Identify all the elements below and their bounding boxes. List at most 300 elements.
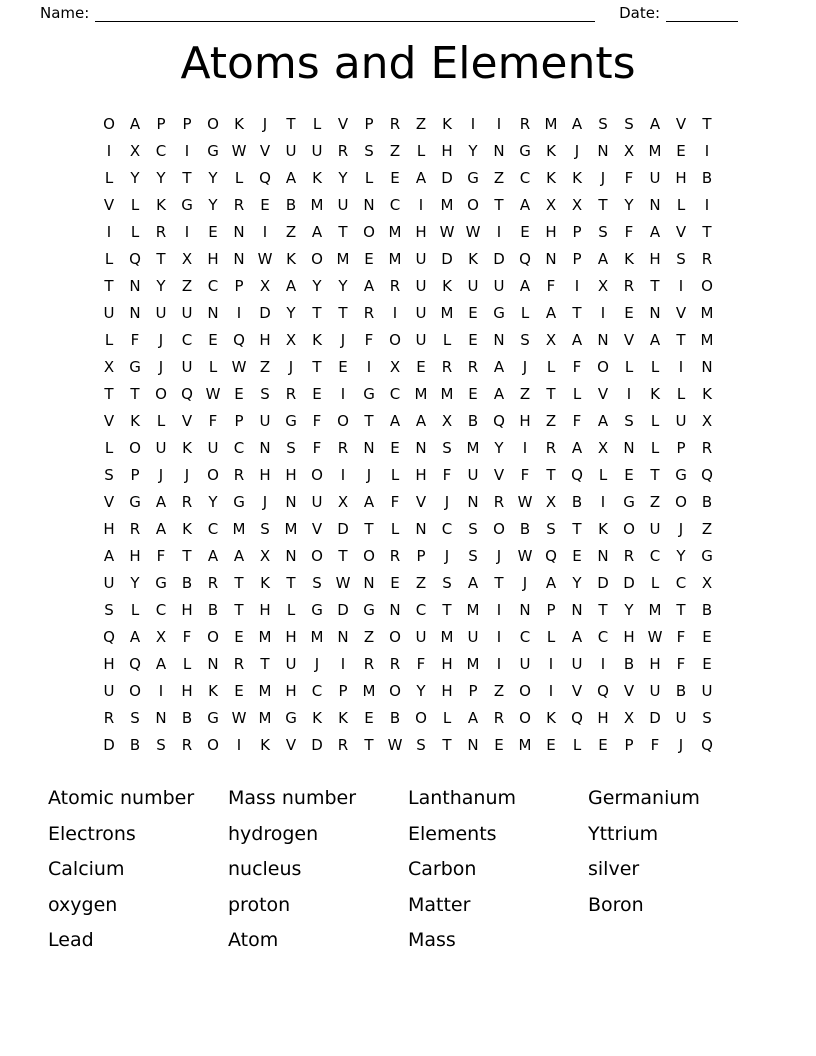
grid-letter: K (182, 439, 192, 457)
grid-letter: V (597, 385, 609, 403)
grid-letter: J (340, 331, 346, 349)
grid-letter: R (701, 250, 713, 268)
grid-letter: U (415, 277, 427, 295)
grid-letter: V (103, 412, 115, 430)
grid-letter: R (155, 223, 167, 241)
grid-letter: R (467, 358, 479, 376)
grid-letter: M (258, 628, 272, 646)
grid-row (96, 435, 720, 462)
grid-letter: J (444, 547, 450, 565)
grid-letter: R (701, 439, 713, 457)
grid-letter: V (571, 682, 583, 700)
word-list-item: Mass (408, 929, 456, 951)
grid-letter: I (184, 142, 190, 160)
grid-letter: D (441, 250, 453, 268)
grid-letter: I (678, 277, 684, 295)
grid-letter: R (129, 520, 141, 538)
grid-letter: A (285, 277, 297, 295)
grid-letter: F (546, 277, 556, 295)
grid-letter: N (519, 601, 531, 619)
grid-letter: U (415, 250, 427, 268)
grid-letter: D (597, 574, 609, 592)
grid-letter: A (155, 655, 167, 673)
grid-row (96, 300, 720, 327)
grid-letter: H (285, 682, 297, 700)
grid-letter: W (335, 574, 351, 592)
grid-letter: W (231, 358, 247, 376)
grid-letter: L (676, 385, 686, 403)
grid-letter: Z (519, 385, 531, 403)
grid-letter: X (701, 574, 713, 592)
grid-letter: S (442, 574, 452, 592)
grid-letter: I (418, 196, 424, 214)
grid-letter: Y (416, 682, 426, 700)
grid-letter: T (598, 196, 608, 214)
grid-letter: Y (286, 304, 296, 322)
grid-letter: X (597, 277, 609, 295)
grid-letter: H (103, 655, 115, 673)
grid-letter: H (259, 601, 271, 619)
grid-letter: U (649, 169, 661, 187)
grid-letter: E (468, 304, 478, 322)
grid-letter: S (598, 223, 608, 241)
grid-letter: K (156, 196, 166, 214)
grid-letter: C (207, 277, 219, 295)
grid-letter: J (184, 466, 190, 484)
grid-letter: I (262, 223, 268, 241)
grid-row (96, 354, 720, 381)
grid-letter: K (312, 331, 322, 349)
grid-letter: H (545, 223, 557, 241)
grid-letter: O (519, 709, 531, 727)
grid-letter: Q (103, 628, 115, 646)
grid-letter: N (337, 628, 349, 646)
grid-letter: E (546, 736, 556, 754)
grid-letter: N (389, 601, 401, 619)
grid-letter: A (155, 520, 167, 538)
grid-row (96, 408, 720, 435)
grid-letter: K (598, 520, 608, 538)
grid-letter: N (363, 196, 375, 214)
grid-letter: I (678, 358, 684, 376)
grid-letter: Z (415, 115, 427, 133)
grid-letter: O (311, 250, 323, 268)
grid-letter: A (311, 223, 323, 241)
grid-letter: M (388, 223, 402, 241)
grid-letter: C (155, 601, 167, 619)
word-list-column (228, 781, 408, 959)
grid-letter: W (465, 223, 481, 241)
grid-letter: Y (624, 601, 634, 619)
grid-letter: T (156, 250, 166, 268)
grid-letter: F (416, 655, 426, 673)
grid-letter: N (207, 655, 219, 673)
grid-letter: U (285, 655, 297, 673)
page-title: Atoms and Elements (180, 38, 636, 89)
grid-letter: G (363, 385, 375, 403)
grid-letter: X (285, 331, 297, 349)
grid-letter: T (182, 169, 192, 187)
grid-letter: H (285, 628, 297, 646)
grid-letter: X (597, 439, 609, 457)
grid-letter: Z (493, 682, 505, 700)
grid-letter: V (337, 115, 349, 133)
grid-letter: S (442, 439, 452, 457)
grid-letter: A (649, 223, 661, 241)
grid-letter: I (106, 142, 112, 160)
grid-letter: P (676, 439, 686, 457)
grid-letter: X (571, 196, 583, 214)
grid-letter: L (208, 358, 218, 376)
grid-letter: N (597, 547, 609, 565)
grid-letter: M (336, 250, 350, 268)
grid-letter: C (519, 169, 531, 187)
grid-letter: N (597, 142, 609, 160)
grid-letter: V (623, 331, 635, 349)
grid-letter: E (234, 628, 244, 646)
grid-letter: R (363, 655, 375, 673)
grid-letter: R (233, 655, 245, 673)
grid-letter: U (103, 304, 115, 322)
grid-letter: Y (338, 169, 348, 187)
grid-letter: I (158, 682, 164, 700)
grid-letter: O (363, 547, 375, 565)
grid-letter: O (389, 682, 401, 700)
grid-letter: T (312, 304, 322, 322)
grid-letter: S (598, 115, 608, 133)
grid-letter: B (467, 412, 479, 430)
grid-letter: T (312, 358, 322, 376)
grid-letter: P (624, 736, 634, 754)
grid-letter: A (493, 358, 505, 376)
grid-letter: U (493, 277, 505, 295)
grid-letter: E (390, 169, 400, 187)
grid-letter: O (623, 520, 635, 538)
grid-letter: L (572, 385, 582, 403)
grid-letter: K (650, 385, 660, 403)
grid-letter: O (597, 358, 609, 376)
grid-letter: D (337, 601, 349, 619)
grid-letter: X (441, 412, 453, 430)
grid-letter: E (338, 358, 348, 376)
grid-letter: N (129, 304, 141, 322)
grid-letter: A (571, 331, 583, 349)
grid-letter: V (103, 493, 115, 511)
grid-letter: D (311, 736, 323, 754)
grid-letter: U (103, 574, 115, 592)
grid-letter: U (519, 655, 531, 673)
grid-letter: E (364, 250, 374, 268)
grid-letter: A (233, 547, 245, 565)
grid-letter: Z (701, 520, 713, 538)
grid-letter: K (546, 142, 556, 160)
word-list-item: Lanthanum (408, 787, 516, 809)
grid-letter: B (701, 601, 713, 619)
word-list-column (408, 781, 588, 959)
grid-letter: Y (130, 169, 140, 187)
grid-letter: D (103, 736, 115, 754)
grid-letter: J (262, 115, 268, 133)
grid-letter: Z (649, 493, 661, 511)
grid-letter: A (207, 547, 219, 565)
grid-letter: C (311, 682, 323, 700)
grid-letter: I (392, 304, 398, 322)
grid-letter: K (208, 682, 218, 700)
grid-letter: T (182, 547, 192, 565)
grid-letter: O (155, 385, 167, 403)
grid-letter: U (701, 682, 713, 700)
grid-letter: L (156, 412, 166, 430)
grid-letter: G (701, 547, 713, 565)
grid-letter: L (624, 358, 634, 376)
grid-letter: T (364, 736, 374, 754)
grid-letter: U (285, 142, 297, 160)
grid-letter: P (468, 682, 478, 700)
name-label: Name: (40, 4, 90, 22)
grid-letter: M (648, 601, 662, 619)
grid-letter: F (182, 628, 192, 646)
date-blank-line (666, 6, 738, 22)
grid-letter: E (468, 385, 478, 403)
grid-letter: T (676, 601, 686, 619)
grid-row (96, 192, 720, 219)
grid-letter: E (390, 439, 400, 457)
grid-letter: K (546, 709, 556, 727)
grid-letter: X (701, 412, 713, 430)
grid-letter: T (676, 331, 686, 349)
grid-letter: M (700, 304, 714, 322)
grid-letter: J (574, 142, 580, 160)
grid-letter: M (466, 439, 480, 457)
grid-letter: H (441, 682, 453, 700)
grid-letter: V (103, 196, 115, 214)
grid-letter: M (648, 142, 662, 160)
grid-letter: A (285, 169, 297, 187)
grid-row (96, 597, 720, 624)
grid-letter: R (337, 142, 349, 160)
grid-letter: R (493, 493, 505, 511)
grid-letter: O (389, 628, 401, 646)
grid-letter: Y (208, 169, 218, 187)
grid-letter: I (600, 655, 606, 673)
grid-letter: K (572, 169, 582, 187)
grid-letter: Q (571, 466, 583, 484)
grid-letter: A (415, 412, 427, 430)
grid-letter: R (337, 439, 349, 457)
grid-letter: V (311, 520, 323, 538)
grid-letter: Y (494, 439, 504, 457)
word-list-column (48, 781, 228, 959)
word-list-item: Boron (588, 893, 644, 916)
grid-letter: X (545, 331, 557, 349)
grid-letter: M (310, 196, 324, 214)
grid-letter: P (572, 250, 582, 268)
grid-letter: S (364, 142, 374, 160)
grid-letter: K (312, 709, 322, 727)
grid-letter: I (704, 142, 710, 160)
grid-letter: U (103, 682, 115, 700)
grid-letter: H (441, 655, 453, 673)
grid-letter: J (158, 466, 164, 484)
grid-letter: M (466, 601, 480, 619)
grid-letter: N (493, 331, 505, 349)
grid-row (96, 516, 720, 543)
grid-letter: H (129, 547, 141, 565)
grid-letter: E (208, 223, 218, 241)
grid-letter: L (104, 169, 114, 187)
grid-letter: F (520, 466, 530, 484)
grid-letter: O (701, 277, 713, 295)
grid-letter: Z (415, 574, 427, 592)
grid-letter: X (129, 142, 141, 160)
grid-letter: S (468, 547, 478, 565)
grid-letter: B (129, 736, 141, 754)
grid-row (96, 489, 720, 516)
word-list-item: Atomic number (48, 787, 195, 809)
grid-letter: C (155, 142, 167, 160)
grid-letter: K (182, 520, 192, 538)
grid-letter: C (597, 628, 609, 646)
grid-letter: M (232, 520, 246, 538)
grid-letter: M (284, 520, 298, 538)
grid-letter: J (288, 358, 294, 376)
grid-letter: O (389, 331, 401, 349)
word-list-column (588, 781, 768, 959)
word-list-item: oxygen (48, 893, 118, 916)
grid-letter: F (364, 331, 374, 349)
grid-letter: G (311, 601, 323, 619)
grid-letter: G (675, 466, 687, 484)
grid-letter: K (286, 250, 296, 268)
grid-letter: L (520, 304, 530, 322)
grid-letter: B (675, 682, 687, 700)
date-label: Date: (619, 4, 660, 22)
grid-letter: G (233, 493, 245, 511)
grid-letter: M (414, 385, 428, 403)
grid-letter: L (650, 412, 660, 430)
grid-letter: T (104, 385, 114, 403)
grid-letter: Q (181, 385, 193, 403)
grid-letter: Y (468, 142, 478, 160)
grid-letter: D (441, 169, 453, 187)
grid-letter: A (155, 493, 167, 511)
grid-letter: L (390, 520, 400, 538)
grid-letter: S (156, 736, 166, 754)
grid-letter: G (285, 709, 297, 727)
grid-row (96, 570, 720, 597)
grid-letter: T (442, 601, 452, 619)
grid-letter: J (158, 358, 164, 376)
grid-letter: U (467, 466, 479, 484)
grid-letter: T (338, 223, 348, 241)
grid-letter: L (416, 142, 426, 160)
grid-letter: B (207, 601, 219, 619)
grid-letter: T (494, 196, 504, 214)
grid-letter: B (519, 520, 531, 538)
grid-letter: I (600, 304, 606, 322)
grid-letter: X (337, 493, 349, 511)
grid-letter: I (366, 358, 372, 376)
grid-letter: I (496, 601, 502, 619)
grid-letter: O (311, 547, 323, 565)
grid-letter: I (340, 385, 346, 403)
grid-row (96, 678, 720, 705)
grid-letter: I (600, 493, 606, 511)
grid-letter: S (546, 520, 556, 538)
grid-letter: C (389, 196, 401, 214)
grid-letter: C (519, 628, 531, 646)
grid-letter: V (675, 304, 687, 322)
grid-letter: B (181, 574, 193, 592)
grid-letter: P (234, 412, 244, 430)
word-search-grid (0, 111, 816, 759)
grid-letter: X (259, 547, 271, 565)
grid-row (96, 543, 720, 570)
grid-letter: U (155, 439, 167, 457)
grid-letter: R (389, 547, 401, 565)
grid-letter: J (522, 358, 528, 376)
grid-letter: Q (259, 169, 271, 187)
grid-letter: T (260, 655, 270, 673)
grid-letter: T (286, 115, 296, 133)
grid-letter: S (468, 520, 478, 538)
grid-letter: A (129, 628, 141, 646)
grid-letter: U (181, 304, 193, 322)
word-list-item: Atom (228, 929, 279, 951)
grid-letter: V (675, 223, 687, 241)
grid-letter: L (130, 196, 140, 214)
grid-letter: L (104, 331, 114, 349)
grid-letter: E (312, 385, 322, 403)
grid-letter: R (623, 547, 635, 565)
grid-letter: T (338, 547, 348, 565)
grid-letter: O (675, 493, 687, 511)
grid-letter: M (310, 628, 324, 646)
grid-letter: O (519, 682, 531, 700)
grid-row (96, 651, 720, 678)
word-list-item: Mass number (228, 787, 357, 809)
grid-letter: Q (129, 250, 141, 268)
grid-letter: B (701, 493, 713, 511)
grid-letter: U (207, 439, 219, 457)
grid-row (96, 327, 720, 354)
grid-letter: N (285, 493, 297, 511)
grid-letter: G (519, 142, 531, 160)
grid-letter: I (626, 385, 632, 403)
grid-letter: A (103, 547, 115, 565)
grid-letter: E (364, 709, 374, 727)
grid-letter: T (364, 520, 374, 538)
grid-letter: I (704, 196, 710, 214)
grid-letter: F (572, 412, 582, 430)
grid-letter: F (390, 493, 400, 511)
grid-letter: X (259, 277, 271, 295)
grid-letter: I (496, 115, 502, 133)
grid-row (96, 165, 720, 192)
word-list-item: nucleus (228, 858, 302, 880)
grid-letter: T (442, 736, 452, 754)
grid-letter: R (389, 115, 401, 133)
word-list-item: Lead (48, 929, 94, 951)
grid-letter: V (285, 736, 297, 754)
grid-letter: X (623, 709, 635, 727)
grid-letter: N (259, 439, 271, 457)
grid-letter: H (181, 601, 193, 619)
grid-letter: N (155, 709, 167, 727)
grid-letter: M (362, 682, 376, 700)
grid-letter: W (517, 493, 533, 511)
grid-letter: E (676, 142, 686, 160)
